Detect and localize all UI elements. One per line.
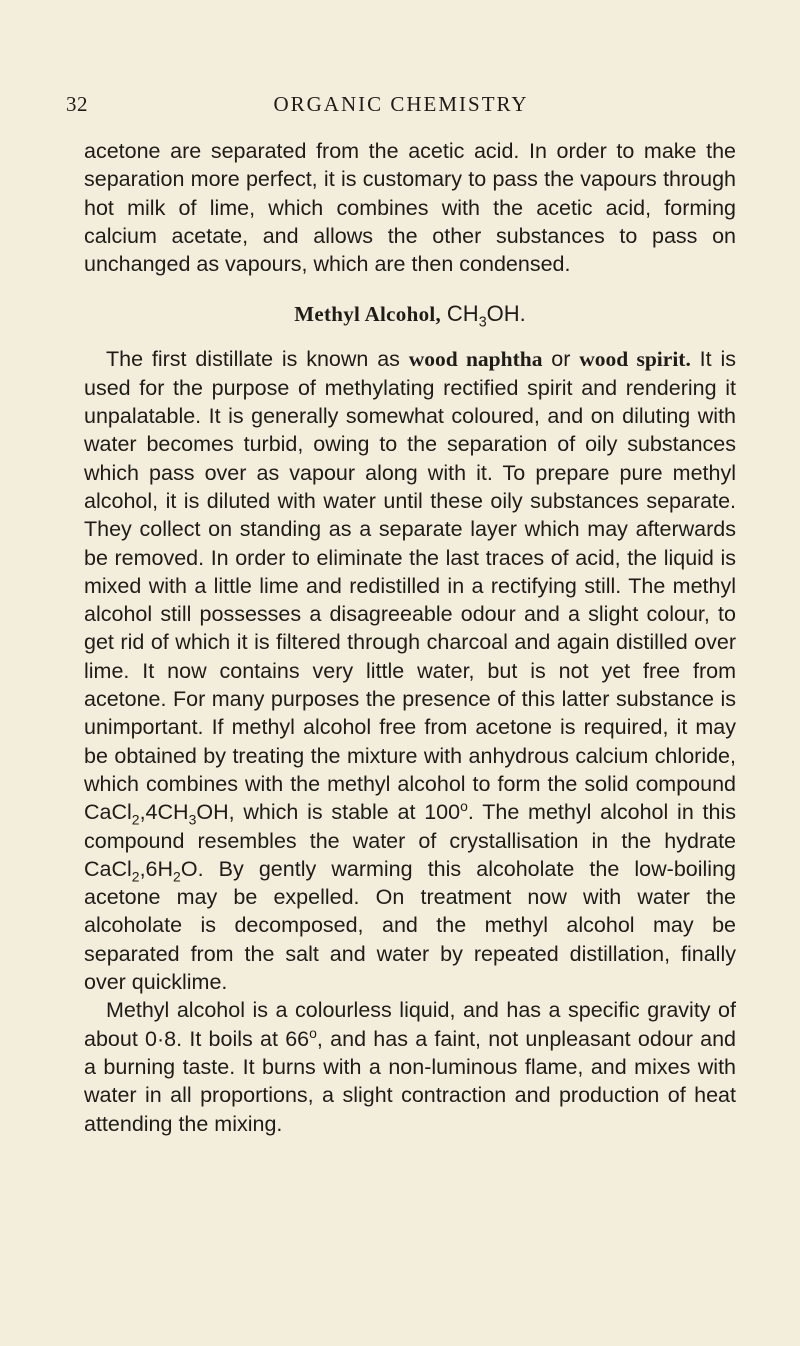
compound-2 xyxy=(84,856,198,885)
formula-prefix: CH xyxy=(446,301,479,327)
compound-1-b: ,4CH xyxy=(139,800,189,825)
paragraph-2-part-e: . The methyl alcohol in this compound resembles the water of crystallisation in the hydrate xyxy=(84,800,736,853)
heading-formula xyxy=(446,301,526,331)
compound-2-a: CaCl xyxy=(84,856,132,881)
paragraph-3-part-a: Methyl alcohol is a colourless liquid, and has a specific gravity of about 0·8. It boils at 66 xyxy=(84,998,736,1051)
term-wood-naphtha: wood naphtha xyxy=(408,347,543,372)
running-title: ORGANIC CHEMISTRY xyxy=(273,92,529,116)
paragraph-2-part-f: . By gently warming this alcoholate the low-boiling acetone may be expelled. On treatment now with water the alcoholate is decomposed, and the methyl alcohol may be separated from the salt and water by repeated distillation, finally over quicklime. xyxy=(84,856,736,995)
compound-2-sub-a: 2 xyxy=(131,868,140,885)
paragraph-3 xyxy=(84,996,736,1137)
paragraph-2-part-a: The first distillate is known as xyxy=(106,347,409,372)
page-body xyxy=(84,137,736,1138)
paragraph-2-part-b: or xyxy=(542,347,580,372)
compound-1-sub-a: 2 xyxy=(131,811,140,828)
compound-1-a: CaCl xyxy=(84,800,132,825)
running-head xyxy=(66,92,736,122)
formula-suffix: OH. xyxy=(486,301,526,327)
term-wood-spirit: wood spirit. xyxy=(579,347,691,372)
compound-1-c: OH xyxy=(196,800,229,825)
page-number: 32 xyxy=(66,92,88,116)
formula-subscript: 3 xyxy=(478,314,487,331)
paragraph-3-part-b: , and has a faint, not unpleasant odour and a burning taste. It burns with a non-luminous flame, and mixes with water in all proportions, a slight contraction and production of heat attending the mixing. xyxy=(84,1026,736,1136)
degree-sign-1: o xyxy=(460,798,468,815)
compound-2-sub-b: 2 xyxy=(173,868,181,885)
section-heading xyxy=(84,300,736,329)
paragraph-2-part-c: It is used for the purpose of methylating rectified spirit and rendering it unpalatable. It is generally somewhat coloured, and on diluting with water becomes turbid, owing to the separation of oily substances which pass over as vapour along with it. To prepare pure methyl alcohol, it is diluted with water until these oily substances separate. They collect on standing as a separate layer which may afterwards be removed. In order to eliminate the last traces of acid, the liquid is mixed with a little lime and redistilled in a rectifying still. The methyl alcohol still possesses a disagreeable odour and a slight colour, to get rid of which it is filtered through charcoal and again distilled over lime. It now contains very little water, but is not yet free from acetone. For many purposes the presence of this latter substance is unimportant. If methyl alcohol free from acetone is required, it may be obtained by treating the mixture with anhydrous calcium chloride, which combines with the methyl alcohol to form the solid compound xyxy=(84,347,736,796)
compound-2-b: ,6H xyxy=(139,856,174,881)
compound-2-c: O xyxy=(180,856,198,881)
compound-1-sub-b: 3 xyxy=(188,811,197,828)
compound-1 xyxy=(84,800,229,828)
paragraph-2-part-d: , which is stable at 100 xyxy=(228,800,461,825)
paragraph-2 xyxy=(84,345,736,996)
degree-sign-2: o xyxy=(309,1024,317,1041)
heading-name: Methyl Alcohol, xyxy=(294,302,442,327)
paragraph-1: acetone are separated from the acetic acid. In order to make the separation more perfect, it is customary to pass the vapours through hot milk of lime, which combines with the acetic acid, forming calcium acetate, and allows the other substances to pass on unchanged as vapours, which are then condensed. xyxy=(84,139,736,277)
